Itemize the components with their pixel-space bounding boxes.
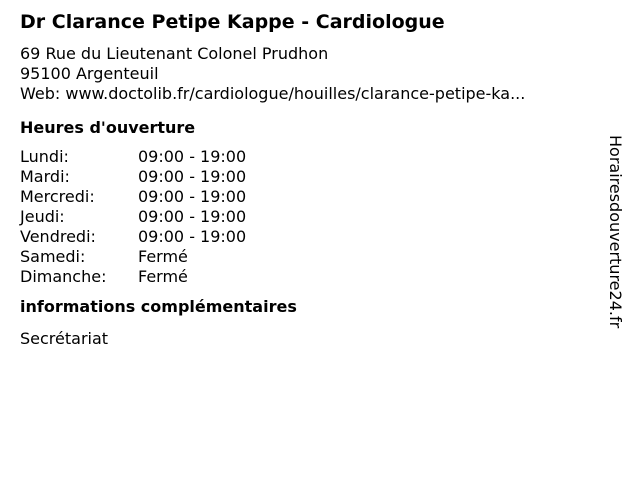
address-street: 69 Rue du Lieutenant Colonel Prudhon	[20, 44, 329, 63]
hours-row-friday	[20, 227, 600, 247]
day-label: Jeudi:	[20, 207, 65, 226]
day-hours: 09:00 - 19:00	[138, 167, 247, 186]
opening-hours-heading: Heures d'ouverture	[20, 118, 196, 137]
additional-info-text: Secrétariat	[20, 329, 109, 348]
hours-row-saturday	[20, 247, 600, 267]
day-hours: 09:00 - 19:00	[138, 187, 247, 206]
day-hours: 09:00 - 19:00	[138, 147, 247, 166]
hours-row-sunday	[20, 267, 600, 287]
hours-row-tuesday	[20, 167, 600, 187]
hours-row-wednesday	[20, 187, 600, 207]
day-label: Vendredi:	[20, 227, 96, 246]
website-link[interactable]: Web: www.doctolib.fr/cardiologue/houilles/clarance-petipe-ka...	[20, 84, 526, 103]
day-hours: 09:00 - 19:00	[138, 207, 247, 226]
address-city: 95100 Argenteuil	[20, 64, 159, 83]
day-label: Lundi:	[20, 147, 69, 166]
brand-watermark-link[interactable]: Horairesdouverture24.fr	[606, 135, 625, 329]
day-label: Samedi:	[20, 247, 86, 266]
day-label: Mercredi:	[20, 187, 95, 206]
day-hours: Fermé	[138, 247, 188, 266]
opening-hours-table	[20, 147, 600, 287]
business-card	[20, 10, 600, 349]
day-hours: 09:00 - 19:00	[138, 227, 247, 246]
day-label: Dimanche:	[20, 267, 107, 286]
day-label: Mardi:	[20, 167, 70, 186]
hours-row-monday	[20, 147, 600, 167]
page-title: Dr Clarance Petipe Kappe - Cardiologue	[20, 11, 445, 33]
day-hours: Fermé	[138, 267, 188, 286]
address-block	[20, 43, 600, 103]
additional-info-heading: informations complémentaires	[20, 297, 297, 316]
hours-row-thursday	[20, 207, 600, 227]
